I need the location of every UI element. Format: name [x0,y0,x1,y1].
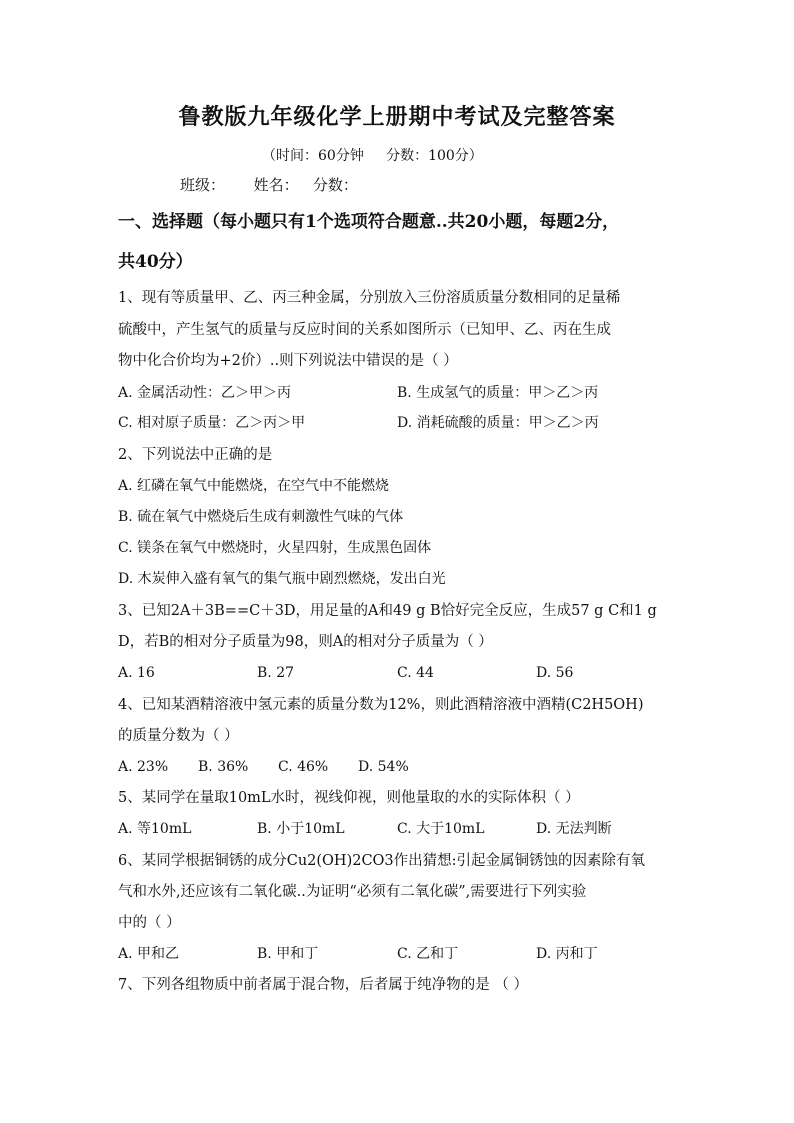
question-7-line-1: 7、下列各组物质中前者属于混合物，后者属于纯净物的是 （ ） [118,977,528,993]
question-4-option-a: A. 23% [118,759,169,775]
exam-time-score: （时间：60分钟 分数：100分） [262,148,483,164]
question-1-line-2: 硫酸中，产生氢气的质量与反应时间的关系如图所示（已知甲、乙、丙在生成 [118,322,611,338]
question-3-line-1: 3、已知2A＋3B==C＋3D，用足量的A和49 g B恰好完全反应，生成57 g C和1 g [118,603,657,619]
question-4-option-d: D. 54% [358,759,409,775]
question-3-option-c: C. 44 [397,665,434,681]
question-6-line-1: 6、某同学根据铜锈的成分Cu2(OH)2CO3作出猜想:引起金属铜锈蚀的因素除有氧 [118,853,646,869]
question-6-option-c: C. 乙和丁 [397,946,459,962]
question-6-option-b: B. 甲和丁 [257,946,319,962]
question-2-option-b: B. 硫在氧气中燃烧后生成有刺激性气味的气体 [118,509,404,525]
page-title: 鲁教版九年级化学上册期中考试及完整答案 [178,104,616,130]
question-2-option-d: D. 木炭伸入盛有氧气的集气瓶中剧烈燃烧，发出白光 [118,571,446,587]
question-1-line-3: 物中化合价均为+2价）..则下列说法中错误的是（ ） [118,353,458,369]
section-heading-line-1: 一、选择题（每小题只有1个选项符合题意..共20小题，每题2分， [118,212,620,232]
question-6-line-2: 气和水外,还应该有二氧化碳..为证明“必须有二氧化碳”,需要进行下列实验 [118,884,587,900]
question-1-option-d: D. 消耗硫酸的质量：甲＞乙＞丙 [397,415,599,431]
question-4-line-1: 4、已知某酒精溶液中氢元素的质量分数为12%，则此酒精溶液中酒精(C2H5OH) [118,697,644,713]
question-5-option-a: A. 等10mL [118,821,192,837]
question-1-option-b: B. 生成氢气的质量：甲＞乙＞丙 [397,385,599,401]
question-3-option-b: B. 27 [257,665,295,681]
section-heading-line-2: 共40分） [118,252,193,272]
question-6-option-d: D. 丙和丁 [536,946,598,962]
question-5-line-1: 5、某同学在量取10mL水时，视线仰视，则他量取的水的实际体积（ ） [118,790,580,806]
question-2-option-a: A. 红磷在氧气中能燃烧，在空气中不能燃烧 [118,478,390,494]
question-4-line-2: 的质量分数为（ ） [118,728,239,744]
question-1-option-c: C. 相对原子质量：乙＞丙＞甲 [118,415,306,431]
question-6-line-3: 中的（ ） [118,915,181,931]
question-3-option-a: A. 16 [118,665,155,681]
question-4-option-c: C. 46% [278,759,329,775]
question-2-option-c: C. 镁条在氧气中燃烧时，火星四射，生成黑色固体 [118,540,432,556]
question-2-line-1: 2、下列说法中正确的是 [118,447,273,463]
student-info-line: 班级： 姓名： 分数： [180,176,358,194]
question-4-option-b: B. 36% [198,759,249,775]
question-5-option-b: B. 小于10mL [257,821,345,837]
question-1-option-a: A. 金属活动性：乙＞甲＞丙 [118,385,292,401]
question-5-option-d: D. 无法判断 [536,821,612,837]
question-5-option-c: C. 大于10mL [397,821,485,837]
question-3-option-d: D. 56 [536,665,574,681]
question-3-line-2: D，若B的相对分子质量为98，则A的相对分子质量为（ ） [118,634,493,650]
question-6-option-a: A. 甲和乙 [118,946,180,962]
question-1-line-1: 1、现有等质量甲、乙、丙三种金属，分别放入三份溶质质量分数相同的足量稀 [118,290,621,306]
